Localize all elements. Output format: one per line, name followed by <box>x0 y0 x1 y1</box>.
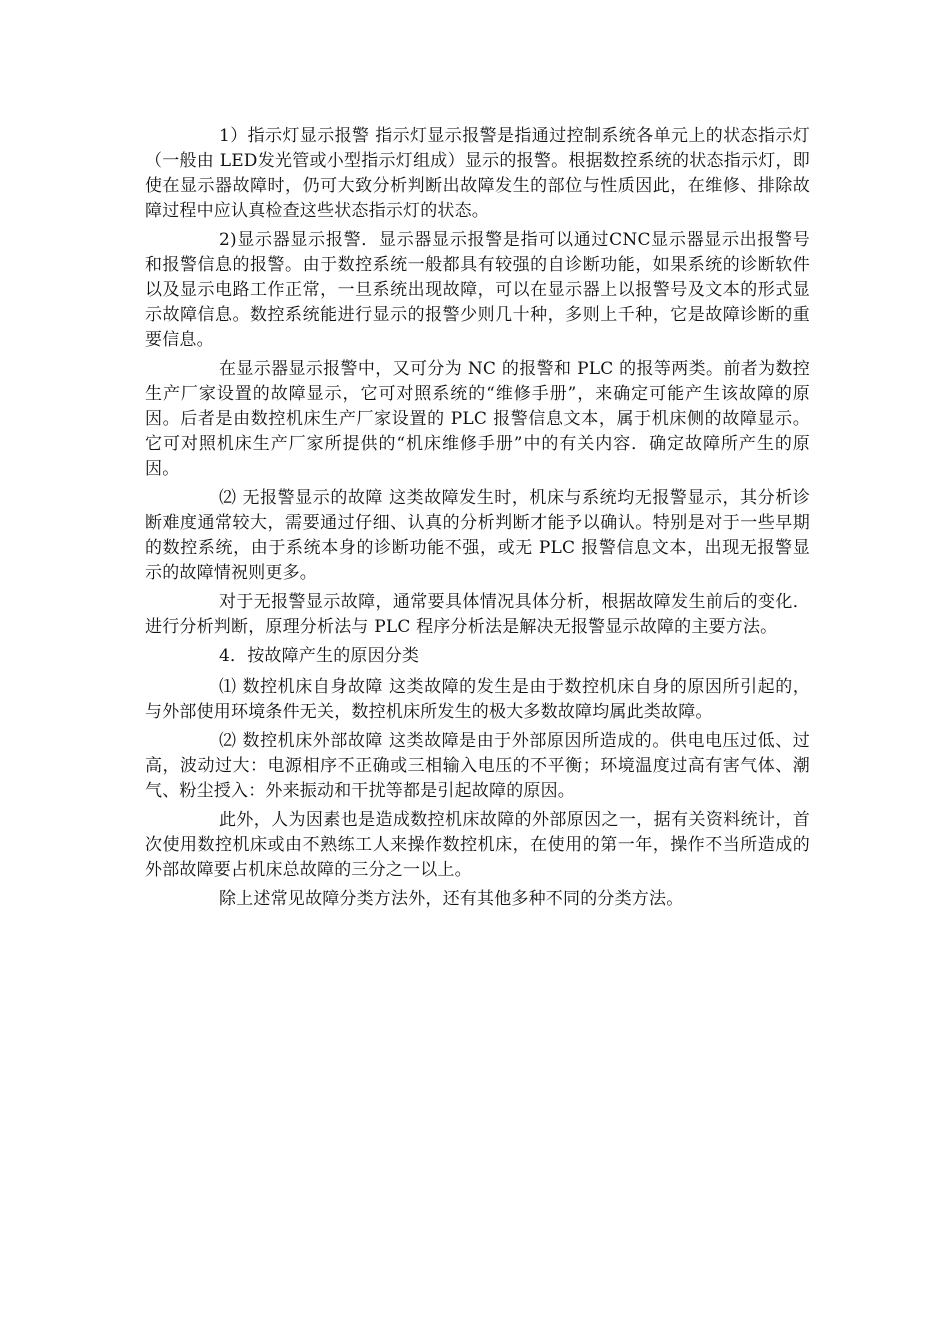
paragraph-external-fault: ⑵ 数控机床外部故障 这类故障是由于外部原因所造成的。供电电压过低、过高，波动过大：电源相序不正确或三相输入电压的不平衡；环境温度过高有害气体、潮气、粉尘授入：外来振动和干扰等都是引起故障的原因。 <box>145 731 810 801</box>
paragraph-display-alarm: 2)显示器显示报警．显示器显示报警是指可以通过CNC显示器显示出报警号和报警信息的报警。由于数控系统一般都具有较强的自诊断功能，如果系统的诊断软件以及显示电路工作正常，一旦系统出现故障，可以在显示器上以报警号及文本的形式显示故障信息。数控系统能进行显示的报警少则几十种，多则上千种，它是故障诊断的重要信息。 <box>145 230 810 350</box>
document-body <box>145 124 810 916</box>
paragraph-nc-plc-alarm: 在显示器显示报警中，又可分为 NC 的报警和 PLC 的报等两类。前者为数控生产厂家设置的故障显示，它可对照系统的“维修手册”，来确定可能产生该故障的原因。后者是由数控机床生产厂家设置的 PLC 报警信息文本，属于机床侧的故障显示。它可对照机床生产厂家所提供的“机床维修手册”中的有关内容．确定故障所产生的原因。 <box>145 359 810 479</box>
paragraph-human-factor: 此外，人为因素也是造成数控机床故障的外部原因之一，据有关资料统计，首次使用数控机床或由不熟练工人来操作数控机床，在使用的第一年，操作不当所造成的外部故障要占机床总故障的三分之一以上。 <box>145 810 810 880</box>
paragraph-no-alarm-fault: ⑵ 无报警显示的故障 这类故障发生时，机床与系统均无报警显示，其分析诊断难度通常较大，需要通过仔细、认真的分析判断才能予以确认。特别是对于一些早期的数控系统，由于系统本身的诊断功能不强，或无 PLC 报警信息文本，出现无报警显示的故障情祝则更多。 <box>145 488 810 583</box>
paragraph-internal-fault: ⑴ 数控机床自身故障 这类故障的发生是由于数控机床自身的原因所引起的，与外部使用环境条件无关，数控机床所发生的极大多数故障均属此类故障。 <box>145 677 810 722</box>
paragraph-indicator-light-alarm: 1）指示灯显示报警 指示灯显示报警是指通过控制系统各单元上的状态指示灯（一般由 LED发光管或小型指示灯组成）显示的报警。根据数控系统的状态指示灯，即使在显示器故障时，仍可大致分析判断出故障发生的部位与性质因此，在维修、排除故障过程中应认真检查这些状态指示灯的状态。 <box>145 126 810 221</box>
section-heading-fault-cause: 4．按故障产生的原因分类 <box>219 646 420 666</box>
paragraph-no-alarm-analysis: 对于无报警显示故障，通常要具体情况具体分析，根据故障发生前后的变化．进行分析判断，原理分析法与 PLC 程序分析法是解决无报警显示故障的主要方法。 <box>145 592 810 637</box>
paragraph-other-methods: 除上述常见故障分类方法外，还有其他多种不同的分类方法。 <box>219 889 684 909</box>
